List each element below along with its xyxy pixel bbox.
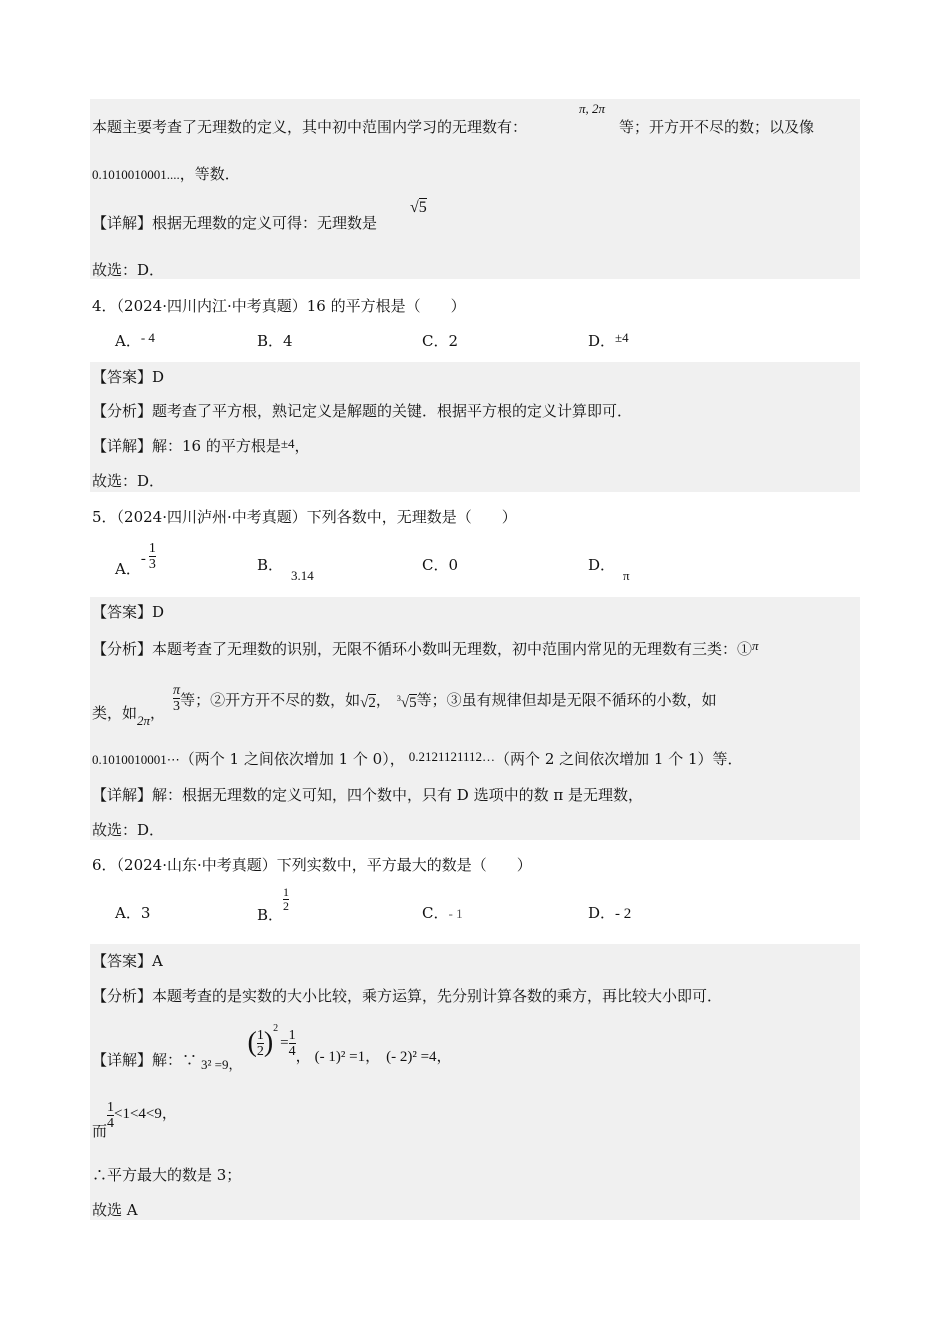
- sqrt2-expression: √2: [360, 694, 376, 711]
- q6-detail: 【详解】解：∵ 3² =9，( $\frac{1}{2}$ )$^2$= $\frac{1}{4}$ ， (- 1)² =1， (- 2)² =4，: [92, 1023, 452, 1072]
- q4-analysis: 【分析】题考查了平方根，熟记定义是解题的关键．根据平方根的定义计算即可．: [92, 402, 633, 420]
- q4-answer: 【答案】D: [92, 368, 165, 386]
- q4-option-d: D．±4: [588, 330, 629, 350]
- q4-option-b: B．4: [257, 332, 293, 350]
- q6-detail-line2: 而 $\frac{1}{4}$ <1<4<9，: [92, 1100, 177, 1140]
- intro-choose: 故选：D．: [92, 261, 165, 279]
- q6-option-c: C．- 1: [422, 904, 463, 922]
- fraction-one-quarter-compare: $\frac{1}{4}$: [107, 1100, 115, 1131]
- q6-answer: 【答案】A: [92, 952, 163, 970]
- fraction-one-third: $\frac{1}{3}$: [148, 541, 156, 572]
- intro-line-1: [92, 116, 527, 137]
- q5-analysis: 【分析】本题考查了无理数的识别，无限不循环小数叫无理数，初中范围内常见的无理数有三类：①π: [92, 638, 759, 658]
- q4-option-a: A．- 4: [115, 330, 155, 350]
- q5-stem: 5．（2024·四川泸州·中考真题）下列各数中，无理数是（ ）: [92, 508, 517, 526]
- explanation-block-q4: [90, 362, 860, 492]
- q5-answer: 【答案】D: [92, 603, 165, 621]
- q6-conclusion: ∴平方最大的数是 3；: [92, 1166, 242, 1184]
- q5-option-c: C．0: [422, 556, 459, 574]
- q6-option-a: A．3: [115, 904, 151, 922]
- fraction-pi-over-3: $\frac{\pi}{3}$: [173, 683, 181, 714]
- q4-stem: 4．（2024·四川内江·中考真题）16 的平方根是（ ）: [92, 297, 466, 315]
- fraction-one-quarter: $\frac{1}{4}$: [288, 1027, 296, 1059]
- q5-detail: 【详解】解：根据无理数的定义可知，四个数中，只有 D 选项中的数 π 是无理数，: [92, 786, 643, 804]
- q6-option-d: D．- 2: [588, 904, 632, 922]
- decimal-example: 0.1010010001....: [92, 167, 180, 182]
- intro-line-2: 0.1010010001....，等数．: [92, 165, 240, 183]
- q4-detail: 【详解】解：16 的平方根是±4，: [92, 436, 310, 455]
- q6-choose: 故选 A: [92, 1201, 138, 1219]
- sqrt5-expression: √5: [410, 199, 427, 216]
- intro-math-pi: π, 2π: [579, 101, 606, 116]
- q5-option-a: A．- $\frac{1}{3}$: [115, 541, 156, 578]
- q5-analysis-line2: 类，如2π， $\frac{\pi}{3}$ 等；②开方开不尽的数，如√2， $^3$√5等；③虽有规律但却是无限不循环的小数，如: [92, 683, 717, 728]
- q5-option-d: D．π: [588, 556, 630, 583]
- q4-option-c: C．2: [422, 332, 459, 350]
- q5-choose: 故选：D．: [92, 821, 165, 839]
- q6-stem: 6．（2024·山东·中考真题）下列实数中，平方最大的数是（ ）: [92, 856, 532, 874]
- fraction-one-half: $\frac{1}{2}$: [283, 885, 290, 913]
- cbrt5-expression: $^3$√5: [396, 693, 417, 711]
- q4-choose: 故选：D．: [92, 472, 165, 490]
- intro-text: 本题主要考查了无理数的定义，其中初中范围内学习的无理数有：: [92, 118, 528, 136]
- q5-analysis-line3: 0.1010010001⋯（两个 1 之间依次增加 1 个 0）， 0.2121121112…（两个 2 之间依次增加 1 个 1）等．: [92, 749, 743, 768]
- intro-detail: 【详解】根据无理数的定义可得：无理数是: [92, 214, 378, 232]
- q5-option-b: B．3.14: [257, 556, 314, 583]
- fraction-one-half-squared: $\frac{1}{2}$: [256, 1027, 264, 1059]
- q6-option-b: B． $\frac{1}{2}$: [257, 885, 290, 924]
- q6-analysis: 【分析】本题考查的是实数的大小比较，乘方运算，先分别计算各数的乘方，再比较大小即可．: [92, 987, 723, 1005]
- intro-text-post: 等；开方开不尽的数；以及像: [619, 118, 815, 136]
